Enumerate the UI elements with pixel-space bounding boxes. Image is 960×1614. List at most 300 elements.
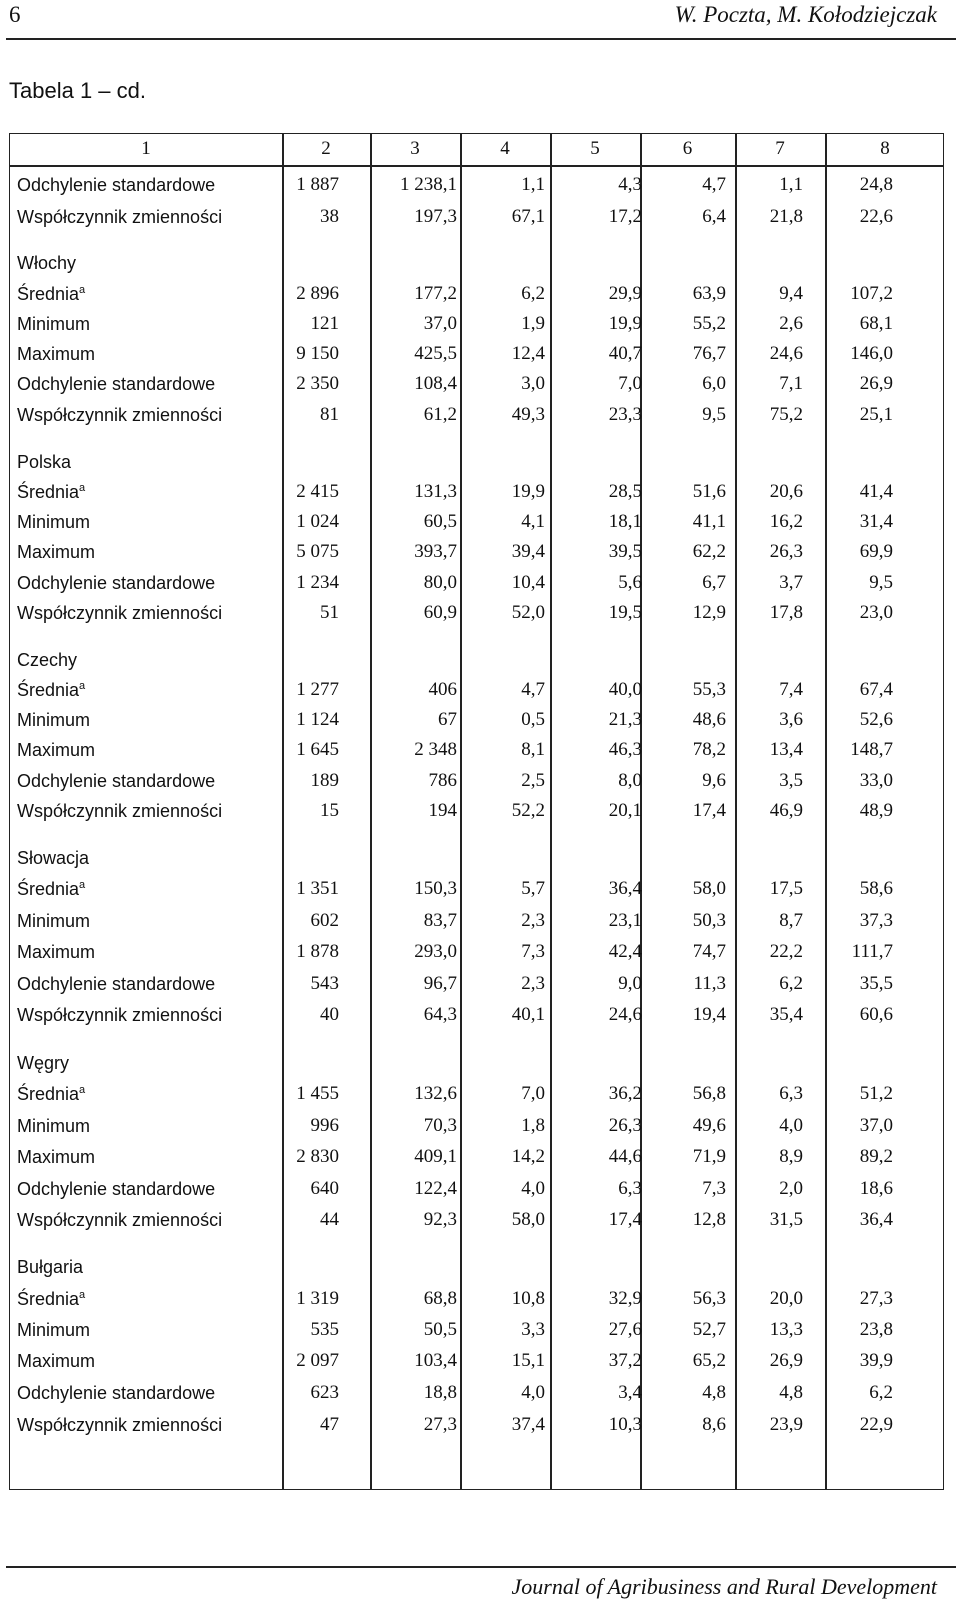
- column-header: 8: [880, 138, 890, 159]
- row-label: [17, 1209, 222, 1231]
- table-cell: 14,2: [511, 1146, 545, 1167]
- row-label: [17, 343, 95, 365]
- table-cell: 37,0: [859, 1115, 893, 1136]
- table-cell: 21,8: [769, 206, 803, 227]
- table-cell: 623: [310, 1382, 339, 1403]
- header-rule: [6, 38, 956, 40]
- column-divider: [282, 134, 284, 1489]
- table-cell: 602: [310, 910, 339, 931]
- table-cell: 8,1: [521, 739, 545, 760]
- table-cell: 16,2: [769, 511, 803, 532]
- row-label: [17, 1146, 95, 1168]
- table-cell: 49,6: [692, 1115, 726, 1136]
- table-cell: 7,3: [702, 1178, 726, 1199]
- table-cell: 197,3: [414, 206, 457, 227]
- table-cell: 409,1: [414, 1146, 457, 1167]
- row-label: [17, 481, 85, 503]
- table-cell: 39,4: [511, 541, 545, 562]
- table-cell: 67,4: [859, 679, 893, 700]
- table-cell: 50,3: [692, 910, 726, 931]
- table-cell: 70,3: [423, 1115, 457, 1136]
- footnote-marker: a: [79, 879, 86, 891]
- table-cell: 108,4: [414, 373, 457, 394]
- column-divider: [550, 134, 552, 1489]
- table-cell: 19,4: [692, 1004, 726, 1025]
- table-cell: 31,4: [859, 511, 893, 532]
- footnote-marker: a: [79, 1084, 86, 1096]
- table-cell: 6,2: [779, 973, 803, 994]
- table-cell: 92,3: [423, 1209, 457, 1230]
- column-header: 6: [682, 138, 693, 159]
- row-label-text: Minimum: [17, 710, 91, 730]
- table-cell: 18,8: [423, 1382, 457, 1403]
- table-cell: 15: [320, 800, 339, 821]
- table-cell: 107,2: [850, 283, 893, 304]
- table-cell: 17,2: [608, 206, 642, 227]
- table-cell: 131,3: [414, 481, 457, 502]
- table-cell: 33,0: [859, 770, 893, 791]
- row-label: [17, 1350, 95, 1372]
- table-cell: 7,1: [779, 373, 803, 394]
- table-cell: 2 415: [296, 481, 339, 502]
- row-label-text: Minimum: [17, 1116, 91, 1136]
- table-cell: 8,6: [702, 1414, 726, 1435]
- table-cell: 18,6: [859, 1178, 893, 1199]
- column-header: 5: [590, 138, 600, 159]
- table-cell: 69,9: [859, 541, 893, 562]
- table-cell: 20,0: [769, 1288, 803, 1309]
- table-cell: 19,9: [608, 313, 642, 334]
- journal-footer: Journal of Agribusiness and Rural Development: [511, 1574, 937, 1599]
- table-cell: 1 878: [296, 941, 339, 962]
- row-label: [17, 679, 85, 701]
- table-cell: 76,7: [692, 343, 726, 364]
- column-header: 1: [141, 138, 151, 159]
- column-divider: [370, 134, 372, 1489]
- table-cell: 1 887: [296, 174, 339, 195]
- row-label: [17, 572, 215, 594]
- row-label-text: Minimum: [17, 314, 91, 334]
- table-cell: 9,5: [702, 404, 726, 425]
- row-label: [17, 174, 215, 196]
- table-cell: 37,0: [423, 313, 457, 334]
- table-cell: 67: [438, 709, 457, 730]
- table-cell: 2,3: [521, 910, 545, 931]
- table-cell: 52,2: [511, 800, 545, 821]
- table-cell: 17,8: [769, 602, 803, 623]
- table-caption: Tabela 1 – cd.: [9, 78, 146, 103]
- table-cell: 29,9: [608, 283, 642, 304]
- table-cell: 80,0: [423, 572, 457, 593]
- table-cell: 40,1: [511, 1004, 545, 1025]
- table-cell: 3,5: [779, 770, 803, 791]
- table-cell: 35,4: [769, 1004, 803, 1025]
- table-cell: 10,8: [511, 1288, 545, 1309]
- table-cell: 1 024: [296, 511, 339, 532]
- table-cell: 148,7: [850, 739, 893, 760]
- footnote-marker: a: [79, 680, 86, 692]
- table-cell: 393,7: [414, 541, 457, 562]
- column-header: 7: [775, 138, 785, 159]
- table-cell: 6,3: [618, 1178, 642, 1199]
- table-cell: 56,3: [692, 1288, 726, 1309]
- table-cell: 1 319: [296, 1288, 339, 1309]
- table-cell: 23,1: [608, 910, 642, 931]
- table-cell: 640: [310, 1178, 339, 1199]
- table-cell: 22,6: [859, 206, 893, 227]
- row-label-text: Średnia: [17, 284, 80, 304]
- table-cell: 61,2: [423, 404, 457, 425]
- table-cell: 71,9: [692, 1146, 726, 1167]
- table-cell: 6,4: [702, 206, 726, 227]
- table-cell: 62,2: [692, 541, 726, 562]
- table-cell: 4,3: [618, 174, 642, 195]
- footnote-marker: a: [79, 482, 86, 494]
- table-cell: 78,2: [692, 739, 726, 760]
- table-cell: 25,1: [859, 404, 893, 425]
- table-cell: 40: [320, 1004, 339, 1025]
- table-cell: 5,7: [521, 878, 545, 899]
- table-cell: 32,9: [608, 1288, 642, 1309]
- table-cell: 51,6: [692, 481, 726, 502]
- row-label: [17, 1319, 90, 1341]
- table-cell: 425,5: [414, 343, 457, 364]
- table-cell: 1 645: [296, 739, 339, 760]
- table-cell: 406: [428, 679, 457, 700]
- row-label-text: Minimum: [17, 1320, 91, 1340]
- row-label-text: Współczynnik zmienności: [17, 1005, 223, 1025]
- table-cell: 3,6: [779, 709, 803, 730]
- table-cell: 6,2: [869, 1382, 893, 1403]
- row-label-text: Minimum: [17, 512, 91, 532]
- table-cell: 2,3: [521, 973, 545, 994]
- row-label-text: Średnia: [17, 680, 80, 700]
- column-header: 4: [500, 138, 510, 159]
- table-cell: 535: [310, 1319, 339, 1340]
- table-cell: 46,3: [608, 739, 642, 760]
- country-heading: Polska: [17, 452, 72, 472]
- table-cell: 6,3: [779, 1083, 803, 1104]
- table-cell: 2,6: [779, 313, 803, 334]
- table-cell: 2,0: [779, 1178, 803, 1199]
- table-cell: 67,1: [511, 206, 545, 227]
- table-cell: 48,6: [692, 709, 726, 730]
- row-label: [17, 1115, 90, 1137]
- table-cell: 23,0: [859, 602, 893, 623]
- table-cell: 3,3: [521, 1319, 545, 1340]
- table-cell: 8,0: [618, 770, 642, 791]
- row-label: [17, 1288, 85, 1310]
- row-label: [17, 878, 85, 900]
- table-cell: 111,7: [851, 941, 893, 962]
- table-cell: 6,7: [702, 572, 726, 593]
- row-label: [17, 1414, 222, 1436]
- table-cell: 10,3: [608, 1414, 642, 1435]
- table-cell: 21,3: [608, 709, 642, 730]
- table-cell: 51,2: [859, 1083, 893, 1104]
- table-cell: 75,2: [769, 404, 803, 425]
- row-label: [17, 283, 85, 305]
- table-cell: 1,1: [521, 174, 545, 195]
- row-label-text: Średnia: [17, 1084, 80, 1104]
- row-label: [17, 1382, 215, 1404]
- table-cell: 132,6: [414, 1083, 457, 1104]
- table-cell: 121: [310, 313, 339, 334]
- table-cell: 60,5: [423, 511, 457, 532]
- row-label: [17, 206, 222, 228]
- table-cell: 1 238,1: [400, 174, 457, 195]
- table-cell: 40,7: [608, 343, 642, 364]
- row-label-text: Średnia: [17, 482, 80, 502]
- table-cell: 13,3: [769, 1319, 803, 1340]
- table-cell: 4,0: [779, 1115, 803, 1136]
- table-cell: 60,6: [859, 1004, 893, 1025]
- table-cell: 3,7: [779, 572, 803, 593]
- row-label: [17, 973, 215, 995]
- table-cell: 52,7: [692, 1319, 726, 1340]
- table-cell: 17,5: [769, 878, 803, 899]
- table-cell: 17,4: [692, 800, 726, 821]
- table-cell: 6,2: [521, 283, 545, 304]
- table-cell: 41,4: [859, 481, 893, 502]
- table-cell: 7,4: [779, 679, 803, 700]
- table-cell: 28,5: [608, 481, 642, 502]
- running-header-authors: W. Poczta, M. Kołodziejczak: [674, 2, 937, 27]
- table-cell: 293,0: [414, 941, 457, 962]
- row-label-text: Odchylenie standardowe: [17, 974, 216, 994]
- table-cell: 24,6: [769, 343, 803, 364]
- table-cell: 58,6: [859, 878, 893, 899]
- row-label-text: Odchylenie standardowe: [17, 1179, 216, 1199]
- table-cell: 15,1: [511, 1350, 545, 1371]
- table-cell: 60,9: [423, 602, 457, 623]
- table-cell: 39,5: [608, 541, 642, 562]
- table-cell: 68,8: [423, 1288, 457, 1309]
- table-cell: 9,4: [779, 283, 803, 304]
- table-cell: 1 455: [296, 1083, 339, 1104]
- table-cell: 48,9: [859, 800, 893, 821]
- row-label: [17, 739, 95, 761]
- table-cell: 22,2: [769, 941, 803, 962]
- table-cell: 1 234: [296, 572, 339, 593]
- row-label-text: Odchylenie standardowe: [17, 573, 216, 593]
- table-cell: 4,7: [702, 174, 726, 195]
- table-cell: 58,0: [692, 878, 726, 899]
- table-cell: 5 075: [296, 541, 339, 562]
- row-label-text: Maximum: [17, 942, 96, 962]
- table-cell: 12,9: [692, 602, 726, 623]
- footer-rule: [6, 1566, 956, 1568]
- table-cell: 12,8: [692, 1209, 726, 1230]
- row-label-text: Współczynnik zmienności: [17, 1210, 223, 1230]
- column-header: 2: [321, 138, 331, 159]
- table-cell: 4,8: [702, 1382, 726, 1403]
- table-cell: 36,4: [608, 878, 642, 899]
- table-cell: 786: [428, 770, 457, 791]
- table-cell: 26,9: [859, 373, 893, 394]
- page-number: 6: [9, 2, 21, 27]
- table-cell: 2 097: [296, 1350, 339, 1371]
- table-cell: 49,3: [511, 404, 545, 425]
- table-cell: 44: [320, 1209, 339, 1230]
- table-cell: 189: [310, 770, 339, 791]
- row-label-text: Współczynnik zmienności: [17, 207, 223, 227]
- table-cell: 55,2: [692, 313, 726, 334]
- table-cell: 65,2: [692, 1350, 726, 1371]
- row-label: [17, 602, 222, 624]
- table-cell: 39,9: [859, 1350, 893, 1371]
- row-label: [17, 1004, 222, 1026]
- table-cell: 7,0: [618, 373, 642, 394]
- table-cell: 41,1: [692, 511, 726, 532]
- table-cell: 2,5: [521, 770, 545, 791]
- table-cell: 74,7: [692, 941, 726, 962]
- table-cell: 96,7: [423, 973, 457, 994]
- table-cell: 18,1: [608, 511, 642, 532]
- table-cell: 20,1: [608, 800, 642, 821]
- table-cell: 89,2: [859, 1146, 893, 1167]
- table-cell: 27,3: [423, 1414, 457, 1435]
- row-label: [17, 941, 95, 963]
- table-cell: 5,6: [618, 572, 642, 593]
- row-label: [17, 770, 215, 792]
- table-cell: 0,5: [521, 709, 545, 730]
- table-cell: 12,4: [511, 343, 545, 364]
- table-cell: 103,4: [414, 1350, 457, 1371]
- table-cell: 9,5: [869, 572, 893, 593]
- table-cell: 27,6: [608, 1319, 642, 1340]
- table-cell: 10,4: [511, 572, 545, 593]
- table-cell: 23,3: [608, 404, 642, 425]
- table-cell: 46,9: [769, 800, 803, 821]
- column-header: 3: [410, 138, 420, 159]
- table-cell: 122,4: [414, 1178, 457, 1199]
- table-cell: 51: [320, 602, 339, 623]
- table-cell: 996: [310, 1115, 339, 1136]
- table-cell: 9,6: [702, 770, 726, 791]
- table-cell: 23,8: [859, 1319, 893, 1340]
- table-cell: 2 348: [414, 739, 457, 760]
- table-cell: 177,2: [414, 283, 457, 304]
- row-label-text: Odchylenie standardowe: [17, 771, 216, 791]
- table-cell: 50,5: [423, 1319, 457, 1340]
- table-cell: 83,7: [423, 910, 457, 931]
- row-label-text: Odchylenie standardowe: [17, 374, 216, 394]
- table-cell: 8,7: [779, 910, 803, 931]
- table-cell: 2 896: [296, 283, 339, 304]
- table-cell: 13,4: [769, 739, 803, 760]
- table-cell: 64,3: [423, 1004, 457, 1025]
- table-cell: 81: [320, 404, 339, 425]
- row-label-text: Maximum: [17, 740, 96, 760]
- table-cell: 2 350: [296, 373, 339, 394]
- country-heading: Bułgaria: [17, 1257, 84, 1277]
- table-cell: 1 124: [296, 709, 339, 730]
- row-label-text: Współczynnik zmienności: [17, 1415, 223, 1435]
- row-label: [17, 1083, 85, 1105]
- table-cell: 4,8: [779, 1382, 803, 1403]
- table-cell: 9,0: [618, 973, 642, 994]
- table-cell: 63,9: [692, 283, 726, 304]
- table-cell: 24,6: [608, 1004, 642, 1025]
- table-cell: 26,9: [769, 1350, 803, 1371]
- table-cell: 20,6: [769, 481, 803, 502]
- table-cell: 36,4: [859, 1209, 893, 1230]
- table-cell: 26,3: [608, 1115, 642, 1136]
- table-cell: 4,0: [521, 1178, 545, 1199]
- table-cell: 52,6: [859, 709, 893, 730]
- table-cell: 35,5: [859, 973, 893, 994]
- country-heading: Włochy: [17, 253, 77, 273]
- row-label-text: Minimum: [17, 911, 91, 931]
- table-cell: 194: [428, 800, 457, 821]
- table-cell: 146,0: [850, 343, 893, 364]
- row-label-text: Maximum: [17, 542, 96, 562]
- table-cell: 150,3: [414, 878, 457, 899]
- row-label: [17, 541, 95, 563]
- column-divider: [825, 134, 827, 1489]
- row-label-text: Odchylenie standardowe: [17, 1383, 216, 1403]
- table-cell: 1,1: [779, 174, 803, 195]
- table-cell: 44,6: [608, 1146, 642, 1167]
- table-cell: 58,0: [511, 1209, 545, 1230]
- table-cell: 7,0: [521, 1083, 545, 1104]
- table-cell: 1,8: [521, 1115, 545, 1136]
- row-label-text: Współczynnik zmienności: [17, 603, 223, 623]
- footnote-marker: a: [79, 1289, 86, 1301]
- row-label-text: Maximum: [17, 1351, 96, 1371]
- table-cell: 6,0: [702, 373, 726, 394]
- table-cell: 37,3: [859, 910, 893, 931]
- table-cell: 543: [310, 973, 339, 994]
- row-label: [17, 1178, 215, 1200]
- table-cell: 27,3: [859, 1288, 893, 1309]
- table-cell: 55,3: [692, 679, 726, 700]
- table-cell: 1 277: [296, 679, 339, 700]
- row-label-text: Średnia: [17, 879, 80, 899]
- row-label-text: Współczynnik zmienności: [17, 405, 223, 425]
- table-cell: 17,4: [608, 1209, 642, 1230]
- table-cell: 26,3: [769, 541, 803, 562]
- row-label-text: Maximum: [17, 344, 96, 364]
- table-cell: 22,9: [859, 1414, 893, 1435]
- header-underline: [10, 165, 943, 167]
- table-cell: 8,9: [779, 1146, 803, 1167]
- table-cell: 11,3: [693, 973, 726, 994]
- row-label: [17, 313, 90, 335]
- row-label-text: Odchylenie standardowe: [17, 175, 216, 195]
- table-cell: 56,8: [692, 1083, 726, 1104]
- table-cell: 19,5: [608, 602, 642, 623]
- table-cell: 3,0: [521, 373, 545, 394]
- table-cell: 38: [320, 206, 339, 227]
- row-label-text: Średnia: [17, 1289, 80, 1309]
- row-label: [17, 511, 90, 533]
- footnote-marker: a: [79, 284, 86, 296]
- table-cell: 68,1: [859, 313, 893, 334]
- country-heading: Czechy: [17, 650, 78, 670]
- country-heading: Słowacja: [17, 848, 90, 868]
- table-cell: 2 830: [296, 1146, 339, 1167]
- table-cell: 24,8: [859, 174, 893, 195]
- table-cell: 1 351: [296, 878, 339, 899]
- table-cell: 47: [320, 1414, 339, 1435]
- table-cell: 23,9: [769, 1414, 803, 1435]
- row-label: [17, 910, 90, 932]
- row-label: [17, 404, 222, 426]
- table-cell: 31,5: [769, 1209, 803, 1230]
- table-cell: 36,2: [608, 1083, 642, 1104]
